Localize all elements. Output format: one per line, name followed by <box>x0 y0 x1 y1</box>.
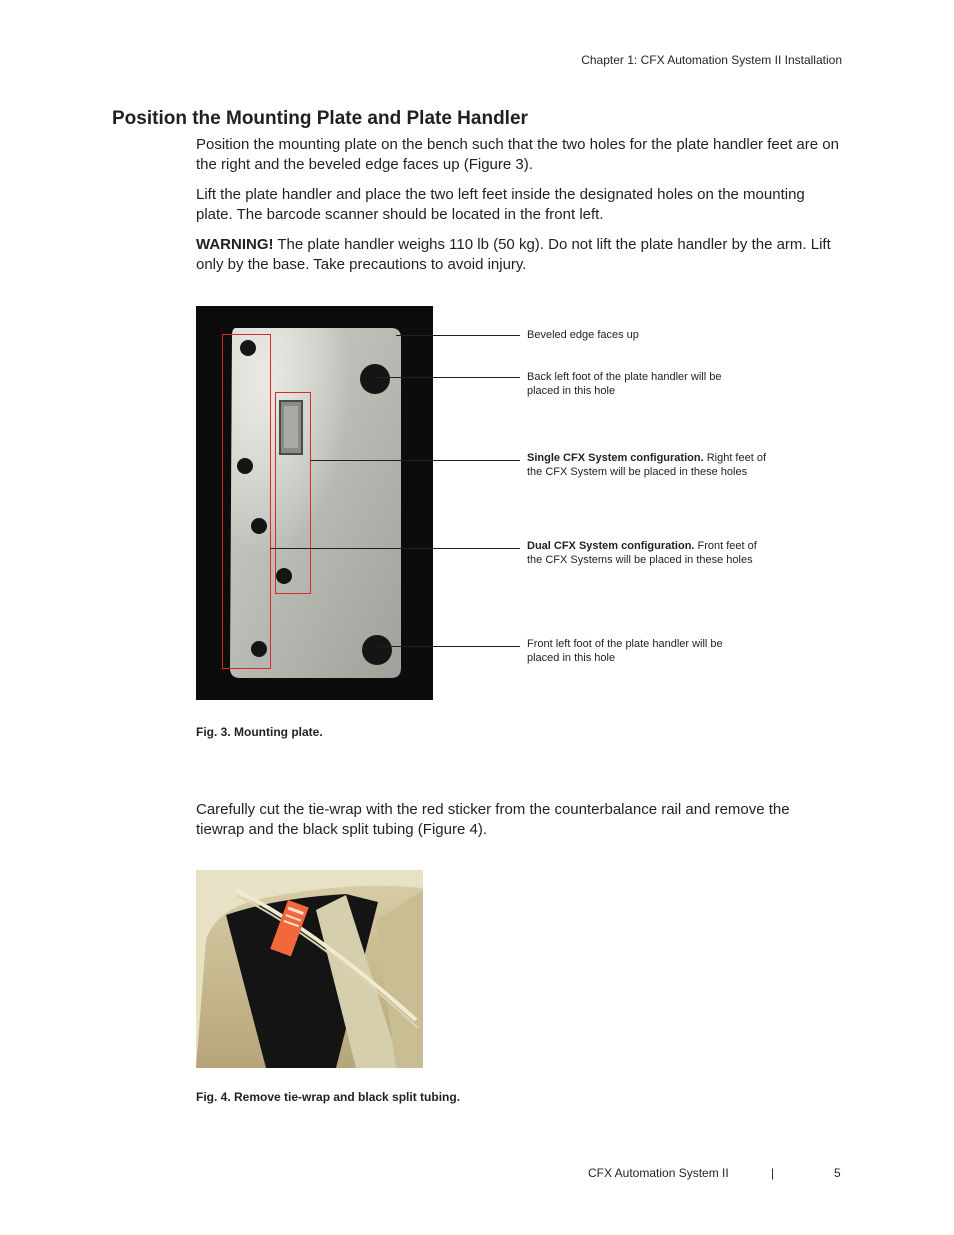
running-header: Chapter 1: CFX Automation System II Installation <box>581 53 842 67</box>
callout-dual-bold: Dual CFX System configuration. <box>527 540 695 552</box>
leader-line-single <box>310 460 520 461</box>
callout-single-text: Right feet of the CFX System will be placed in these holes <box>527 452 767 478</box>
leader-line-front-left <box>377 646 520 647</box>
warning-text: The plate handler weighs 110 lb (50 kg). Do not lift the plate handler by the arm. Lift only by the base. Take precautions to avoid injury. <box>196 236 831 273</box>
figure3-caption: Fig. 3. Mounting plate. <box>196 725 323 739</box>
footer-separator: | <box>771 1166 775 1180</box>
callout-beveled: Beveled edge faces up <box>527 329 639 341</box>
callout-single <box>527 452 769 479</box>
leader-line-back-left <box>376 377 520 378</box>
callout-dual <box>527 540 761 567</box>
paragraph-position-plate: Position the mounting plate on the bench such that the two holes for the plate handler feet are on the right and the beveled edge faces up (Figure 3). <box>196 136 839 173</box>
center-holes-highlight-box <box>275 392 311 594</box>
callout-front-left: Front left foot of the plate handler will be placed in this hole <box>527 638 723 664</box>
warning-label: WARNING! <box>196 236 274 253</box>
figure4-caption: Fig. 4. Remove tie-wrap and black split tubing. <box>196 1090 461 1104</box>
callout-single-bold: Single CFX System configuration. <box>527 452 704 464</box>
callout-dual-text: Front feet of the CFX Systems will be placed in these holes <box>527 540 757 566</box>
section-title: Position the Mounting Plate and Plate Handler <box>112 108 528 129</box>
footer-product: CFX Automation System II <box>588 1166 729 1180</box>
tie-wrap-photo <box>196 870 423 1068</box>
paragraph-tie-wrap: Carefully cut the tie-wrap with the red sticker from the counterbalance rail and remove the tiewrap and the black split tubing (Figure 4). <box>196 801 790 838</box>
page-number: 5 <box>834 1166 841 1180</box>
tie-wrap-illustration <box>196 870 423 1068</box>
left-holes-highlight-box <box>222 334 271 669</box>
leader-line-dual <box>270 548 520 549</box>
callout-back-left: Back left foot of the plate handler will be placed in this hole <box>527 371 722 397</box>
leader-line-beveled <box>396 335 520 336</box>
paragraph-lift-handler: Lift the plate handler and place the two left feet inside the designated holes on the mounting plate. The barcode scanner should be located in the front left. <box>196 186 805 223</box>
warning-paragraph <box>196 235 841 275</box>
